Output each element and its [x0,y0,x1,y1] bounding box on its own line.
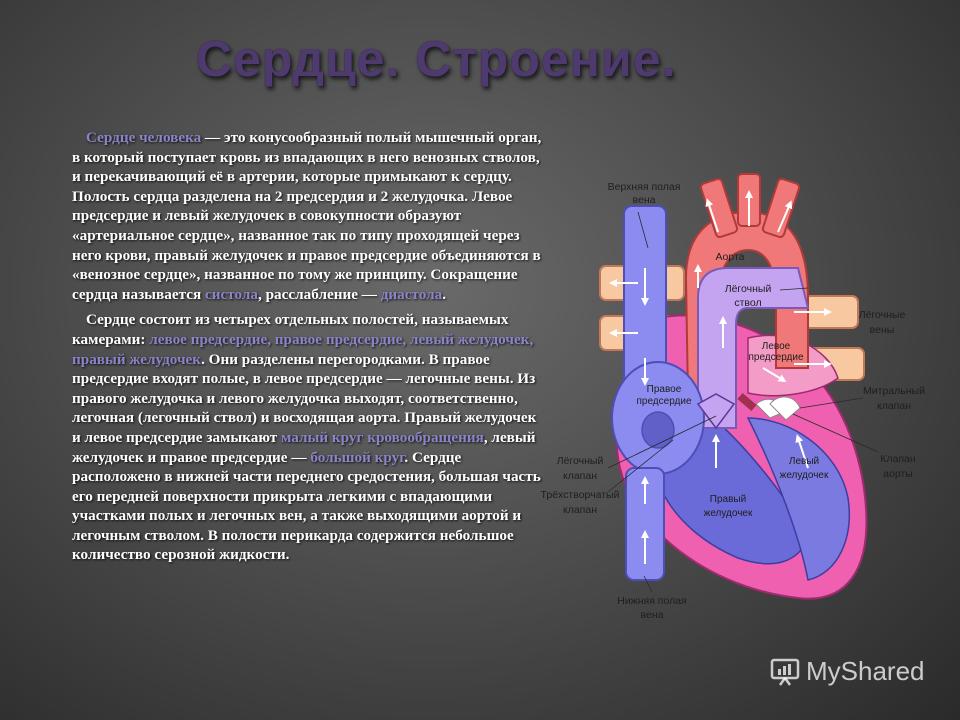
slide-title: Сердце. Строение. [196,31,677,87]
presentation-icon [770,657,800,687]
paragraph-2-text-2: . Они разделены перегородками. В правое предсердие входят полые, в левое предсердие — легочные вены. Из правого желудочка и левого желудочка выходят, соответственно, легочная (легочный ствол) и восходящая аорта. Правый желудочек и левое предсердие замыкают [72,350,537,446]
watermark [770,656,925,687]
label-mitral-1: Митральный [863,385,925,397]
paragraph-1-text: — это конусообразный полый мышечный орган, в который поступает кровь из впадающих в него венозных стволов, и перекачивающий её в артерии, которые примыкают к сердцу. Полость сердца разделена на 2 предсердия и 2 желудочка. Левое предсердие и левый желудочек в совокупности образуют «артериальное сердце», названное так по типу проходящей через него крови, правый желудочек и правое предсердие объединяются в «венозное сердце», названное по тому же принципу. Сокращение сердца называется [72,129,542,303]
label-aorta: Аорта [715,251,745,263]
label-svc-2: вена [632,194,656,206]
label-pulm-valve-1: Лёгочный [556,455,604,467]
label-right-ventricle-1: Правый [709,494,747,505]
term-small-circle: малый круг кровообращения [281,428,484,446]
label-tricuspid-1: Трёхстворчатый [540,489,620,501]
label-pulm-veins-1: Лёгочные [858,309,906,321]
paragraph-2-text-3: , левый желудочек и правое предсердие — [72,428,536,466]
label-mitral-2: клапан [876,400,912,412]
paragraph-1-text-2: , расслабление — [258,285,381,303]
heart-diagram [508,168,958,638]
paragraph-1 [72,128,544,304]
label-aortic-valve-2: аорты [883,468,913,480]
term-heart: Сердце человека [86,129,202,146]
term-systole: систола [204,285,258,303]
label-left-ventricle-2: желудочек [779,470,829,481]
term-diastole: диастола [380,285,443,303]
term-chambers: левое предсердие, правое предсердие, левый желудочек, правый желудочек [72,330,534,368]
label-ivc-1: Нижняя полая [617,595,687,607]
term-big-circle: большой круг [310,448,405,466]
label-pulm-veins-2: вены [869,324,895,336]
label-tricuspid-2: клапан [562,504,598,516]
label-pulm-valve-2: клапан [562,470,598,482]
label-right-ventricle-2: желудочек [703,508,753,519]
body-text [72,128,544,571]
label-left-atrium-1: Левое [761,341,791,352]
label-right-atrium-1: Правое [646,384,682,395]
paragraph-1-end: . [442,285,447,303]
watermark-text: MyShared [806,656,925,686]
paragraph-2-text-4: . Сердце расположено в нижней части переднего средостения, большая часть его передней поверхности прикрыта легкими с впадающими участками полых и легочных вен, а также выходящими аортой и легочным стволом. В полости перикарда содержится небольшое количество серозной жидкости. [72,448,541,564]
label-ivc-2: вена [640,609,664,621]
label-pulm-trunk-1: Лёгочный [724,283,772,295]
paragraph-2-text: Сердце состоит из четырех отдельных полостей, называемых камерами: [72,311,509,348]
label-right-atrium-2: предсердие [636,396,692,407]
label-svc-1: Верхняя полая [607,181,681,193]
label-left-atrium-2: предсердие [748,352,804,363]
paragraph-2 [72,310,544,565]
label-aortic-valve-1: Клапан [880,453,916,465]
label-left-ventricle-1: Левый [788,456,820,467]
label-pulm-trunk-2: ствол [734,297,762,309]
